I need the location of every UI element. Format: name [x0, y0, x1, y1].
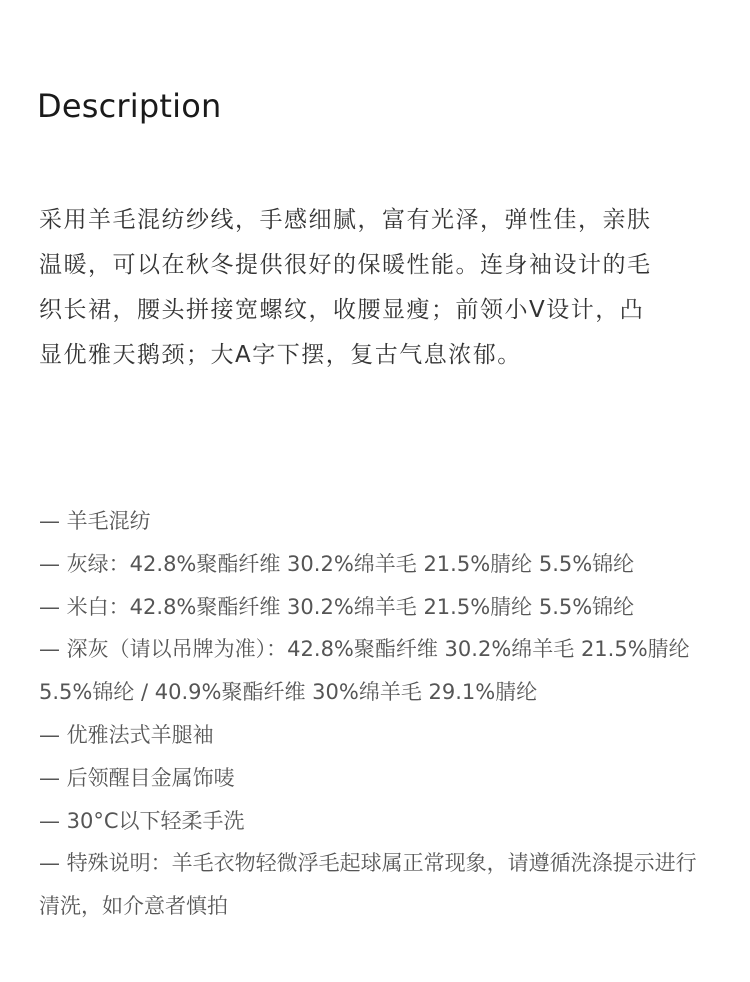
- feature-item-composition-green: — 灰绿：42.8%聚酯纤维 30.2%绵羊毛 21.5%腈纶 5.5%锦纶: [39, 551, 635, 576]
- feature-item-label: — 后领醒目金属饰唛: [39, 765, 235, 790]
- section-title: Description: [37, 87, 222, 125]
- product-description-text: 采用羊毛混纺纱线，手感细腻，富有光泽，弹性佳，亲肤温暖，可以在秋冬提供很好的保暖性能。连身袖设计的毛织长裙，腰头拼接宽螺纹，收腰显瘦；前领小V设计，凸显优雅天鹅颈；大A字下摆，复古气息浓郁。: [39, 207, 652, 368]
- feature-item-special-note: — 特殊说明：羊毛衣物轻微浮毛起球属正常现象，请遵循洗涤提示进行清洗，如介意者慎拍: [39, 851, 697, 919]
- feature-item-sleeve: — 优雅法式羊腿袖: [39, 722, 214, 747]
- feature-item-material: — 羊毛混纺: [39, 509, 151, 533]
- feature-item-composition-white: — 米白：42.8%聚酯纤维 30.2%绵羊毛 21.5%腈纶 5.5%锦纶: [39, 594, 635, 619]
- feature-list: [39, 500, 704, 928]
- feature-item-composition-gray: — 深灰（请以吊牌为准）：42.8%聚酯纤维 30.2%绵羊毛 21.5%腈纶 5.5%锦纶 / 40.9%聚酯纤维 30%绵羊毛 29.1%腈纶: [39, 637, 690, 705]
- feature-item-washing: — 30°C以下轻柔手洗: [39, 808, 245, 833]
